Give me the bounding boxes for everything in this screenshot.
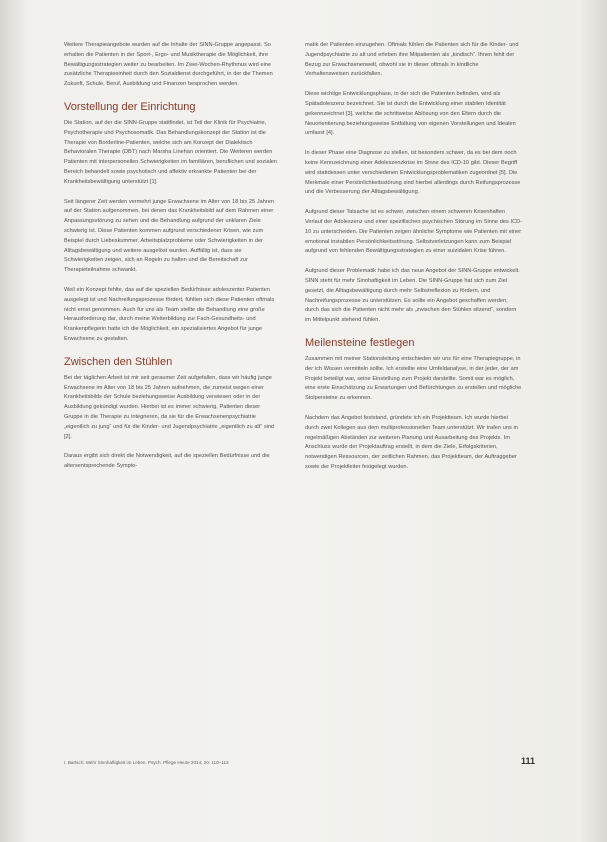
paragraph: Daraus ergibt sich direkt die Notwendigkeit, auf die speziellen Bedürfnisse und die altersentsprechende Sympto-	[64, 453, 270, 470]
paragraph: Aufgrund dieser Problematik habe ich das neue Angebot der SINN-Gruppe entwickelt. SINN steht für mehr Sinnhaftigkeit im Leben. Die SINN-Gruppe hat sich zum Ziel gesetzt, die Alltagsbewältigung durch mehr Selbstreflexion zu fördern, und Nachreifungsprozesse zu unterstützen. Es sollte ein Angebot geschaffen werden, durch das sich die Patienten nicht mehr als „zwischen den Stühlen sitzend“, sondern im Mittelpunkt stehend fühlen.	[305, 268, 520, 324]
paragraph: Weil ein Konzept fehlte, das auf die speziellen Bedürfnisse adoleszenter Patienten ausgelegt ist und Nachreifungsprozesse fördert, fühlten sich diese Patienten oftmals nicht ernst genommen. Auch für uns als Team stellte die Behandlung eine große Herausforderung dar, durch meine Weiterbildung zur Fach-Gesundheits- und Krankenpflegerin hatte ich die Möglichkeit, ein spezialisiertes Angebot für junge Erwachsene zu gestalten.	[64, 286, 275, 342]
paragraph: Nachdem das Angebot feststand, gründete ich ein Projektteam. Ich wurde hierbei durch zwei Kollegen aus dem multiprofessionellen Team unterstützt. Wir trafen uns in regelmäßigen Abständen zur weiteren Planung und Ausarbeitung des Projekts. Im Anschluss wurde der Projektauftrag erstellt, in dem die Ziele, Erfolgskriterien, notwendigen Ressourcen, der zeitlichen Rahmen, das Projektteam, der Auftraggeber sowie der Projektleiter festgelegt wurden.	[305, 414, 518, 470]
paragraph: Seit längerer Zeit werden vermehrt junge Erwachsene im Alter von 18 bis 25 Jahren auf der Station aufgenommen, bei denen das Krankheitsbild auf dem Rahmen einer Anpassungsstörung zu sehen und die Behandlung aufgrund der unklaren Ziele schwierig ist. Diese Patienten kommen aufgrund verschiedener Krisen, wie zum Beispiel durch Liebeskummer, Arbeitsplatzprobleme oder Schwierigkeiten in der Alltagsbewältigung und weitere ausgelöst wurden. Auffällig ist, dass sie Schwierigkeiten zeigen, sich an Regeln zu halten und die Bereitschaft zur Therapieteilnahme schwankt.	[64, 198, 274, 274]
intro-paragraph: Weitere Therapieangebote wurden auf die Inhalte der SINN-Gruppe angepasst. So erhalten die Patienten in der Sport-, Ergo- und Musiktherapie die Möglichkeit, ihre Bewältigungsstrategien weiter zu bearbeiten. Im Zwei-Wochen-Rhythmus wird eine zusätzliche Therapieeinheit durch den Sozialdienst durchgeführt, in der die Themen Zukunft, Schule, Beruf, Ausbildung und Finanzen besprochen werden.	[64, 42, 273, 88]
right-column	[305, 41, 523, 483]
footer-citation: I. Bartsch: Mehr Sinnhaftigkeit im Leben. Psych. Pflege Heute 2014; 20: 110–113	[64, 760, 229, 765]
page-number: 111	[521, 756, 536, 766]
paragraph: Bei der täglichen Arbeit ist mir seit geraumer Zeit aufgefallen, dass wir häufig junge Erwachsene im Alter von 18 bis 25 Jahren aufnehmen, die zumeist wegen einer Krankheitsbilds der Schule beziehungsweise Ausbildung verwiesen oder in der Ausbildung gekündigt wurden. Hierbei ist es immer schwierig, Patienten dieser Gruppe in die Therapie zu integrieren, da sie für die Erwachsenenpsychiatrie „eigentlich zu jung“ und für die Kinder- und Jugendpsychiatrie „eigentlich zu alt“ sind [2].	[64, 374, 275, 440]
paragraph: In dieser Phase eine Diagnose zu stellen, ist besonders schwer, da es bei dem noch keine Kennzeichnung einer Adoleszenzkrise im Sinne des ICD-10 gibt. Dieser Begriff wird stattdessen unter verschiedenen Entwicklungsproblematiken zugeordnet [5]. Die Merkmale einer Persönlichkeitsstörung sind hierbei allerdings durch Reifungsprozesse und die Verbesserung der Alltagsbewältigung.	[305, 150, 521, 196]
section-heading-einrichtung: Vorstellung der Einrichtung	[64, 100, 196, 113]
paragraph: Aufgrund dieser Tatsache ist es schwer, zwischen einem schweren Krisenhaften Verlauf der Adoleszenz und einer spezifischen psychischen Störung im Sinne des ICD-10 zu unterscheiden. Die Patienten zeigen ähnliche Symptome wie Patienten mit einer emotional instabilen Persönlichkeitsstörung. Selbstverletzungen kann zum Beispiel aufgrund von fehlenden Bewältigungsstrategien zu einer suizidalen Krise führen.	[305, 209, 523, 255]
paragraph: matik der Patienten einzugehen. Oftmals fühlen die Patienten sich für die Kinder- und Jugendpsychiatrie zu alt und erleben ihre Mitpatienten als „kindisch“. Ihnen fehlt der Bezug zur Erwachsenenwelt, obwohl sie in dieser oftmals in kindliche Verhaltensweisen zurückfallen.	[305, 42, 519, 78]
section-heading-stuehlen: Zwischen den Stühlen	[64, 355, 173, 368]
paragraph: Diese wichtige Entwicklungsphase, in der sich die Patienten befinden, wird als Spätadoleszenz bezeichnet. Sie ist durch die Entwicklung einer stabilen Identität gekennzeichnet [3], welche die schrittweise Ablösung von den Eltern durch die Neuorientierung beziehungsweise Entfaltung von eigenen Vorstellungen und Idealen umfasst [4].	[305, 91, 516, 137]
left-column	[64, 41, 280, 482]
section-heading-meilensteine: Meilensteine festlegen	[305, 336, 415, 349]
paragraph: Die Station, auf der die SINN-Gruppe stattfindet, ist Teil der Klinik für Psychiatrie, Psychotherapie und Psychosomatik. Das Behandlungskonzept der Station ist die Therapie von Borderline-Patienten, welche sich am Konzept der Dialektisch Behavioralen Therapie (DBT) nach Marsha Linehan orientiert. Die Weiteren werden Patienten mit interpersonellen Schwierigkeiten im familiären, beruflichen und sozialen Bereich behandelt sowie psychotisch und affektiv erkrankte Patienten bei der Krankheitsbewältigung unterstützt [1].	[64, 119, 278, 185]
paragraph: Zusammen mit meiner Stationsleitung entschieden wir uns für eine Therapiegruppe, in der ich Wissen vermitteln sollte. Ich erstellte eine Umfeldanalyse, in der jeder, der am Projekt beteiligt war, seine Einstellung zum Projekt darstellte. Somit war es möglich, eine erste Einschätzung zu Erwartungen und Befürchtungen zu erstellen und mögliche Stolpersteine zu erkennen.	[305, 355, 522, 402]
